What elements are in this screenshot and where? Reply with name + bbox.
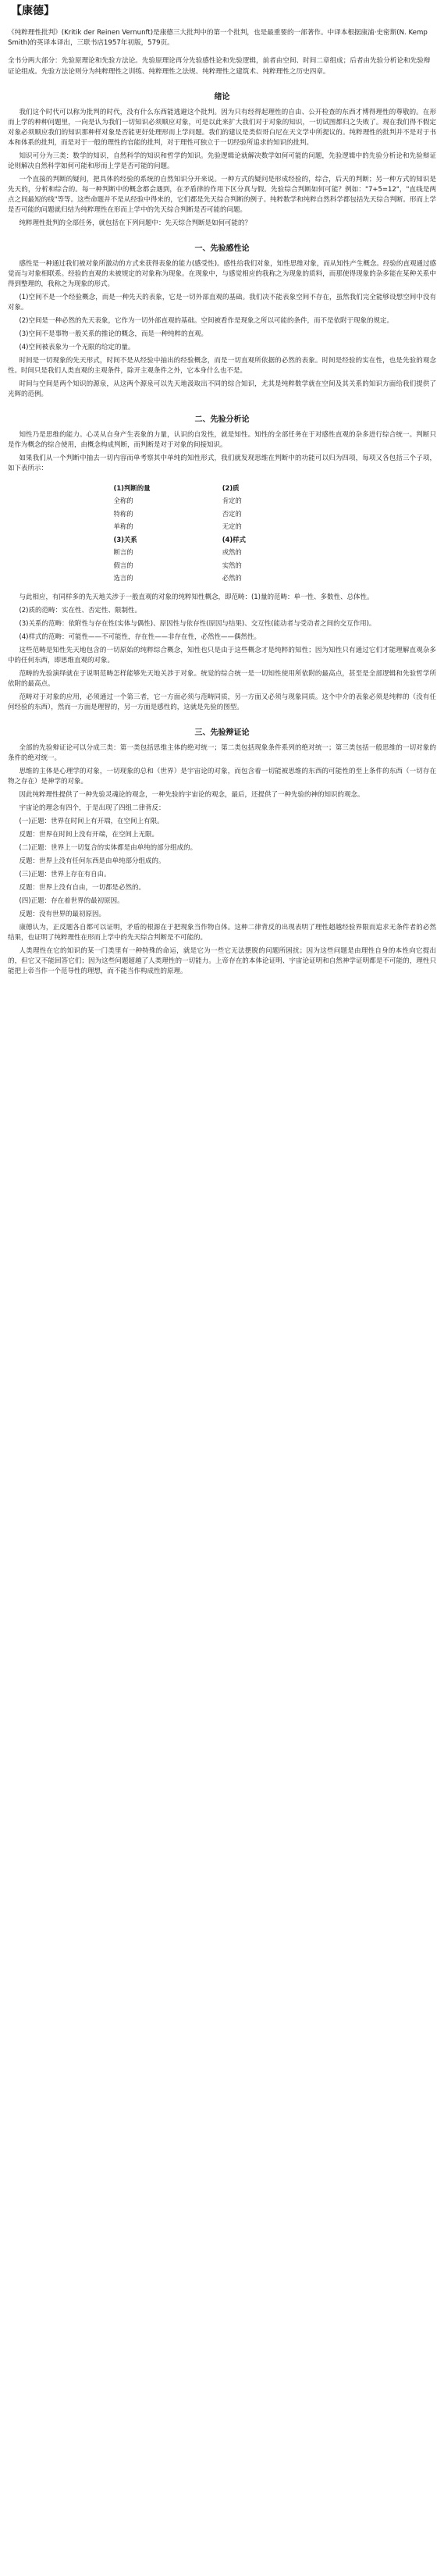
paragraph: 反题：世界在时间上没有开端，在空间上无限。 bbox=[19, 830, 158, 839]
paragraph: 范畴对于对象的应用，必须通过一个第三者，它一方面必须与范畴同质，另一方面又必须与现象同质。这个中介的表象必须是纯粹的（没有任何经验的东西），然而一方面是理智的，另一方面是感性的，这就是先验的图型。 bbox=[8, 693, 436, 711]
paragraph: (3)关系的范畴：依附性与存在性(实体与偶性)、原因性与依存性(原因与结果)、交互性(能动者与受动者之间的交互作用)。 bbox=[19, 619, 376, 628]
paragraph: 这些范畴是知性先天地包含的一切原始的纯粹综合概念，知性也只是由于这些概念才是纯粹的知性；因为知性只有通过它们才能理解直观杂多中的任何东西，即思维直观的对象。 bbox=[8, 646, 436, 664]
paragraph: 人类理性在它的知识的某一门类里有一种特殊的命运，就是它为一些它无法摆脱的问题所困扰；因为这些问题是由理性自身的本性向它提出的，但它又不能回答它们；因为这些问题超越了人类理性的一切能力。上帝存在的本体论证明、宇宙论证明和自然神学证明都是不可能的，理性只能把上帝当作一个范导性的理想，而不能当作构成性的原理。 bbox=[8, 946, 436, 975]
paragraph: 范畴的先验演绎就在于说明范畴怎样能够先天地关涉于对象。统觉的综合统一是一切知性使用所依附的最高点，甚至是全部逻辑和先验哲学所依附的最高点。 bbox=[8, 669, 436, 688]
paragraph: 时间是一切现象的先天形式，时间不是从经验中抽出的经验概念，而是一切直观所依据的必然的表象。时间是经验的实在性，也是先验的观念性。时间只是我们人类直观的主观条件，除开主观条件之外，它本身什么也不是。 bbox=[8, 356, 436, 375]
table-cell: (2)质 bbox=[222, 483, 240, 492]
paragraph: (2)空间是一种必然的先天表象，它作为一切外部直观的基础。空间被看作是现象之所以可能的条件，而不是依附于现象的规定。 bbox=[19, 316, 393, 325]
paragraph: 反题：世界上没有自由，一切都是必然的。 bbox=[19, 883, 145, 892]
table-cell: 单称的 bbox=[113, 522, 133, 531]
intro-paragraph: 《纯粹理性批判》(Kritik der Reinen Vernunft)是康德三大批判中的第一个批判，也是最重要的一部著作。中译本根据康浦·史密斯(N. Kemp Smith)的英译本译出，三联书店1957年初版，579页。 bbox=[8, 29, 428, 48]
table-cell: 全称的 bbox=[113, 497, 133, 505]
paragraph: (4)空间被表象为一个无限的给定的量。 bbox=[19, 343, 135, 351]
table-cell: 实然的 bbox=[222, 561, 242, 569]
paragraph: 我们这个时代可以称为批判的时代，没有什么东西能逃避这个批判。因为只有经得起理性的自由、公开检查的东西才博得理性的尊敬的。在形而上学的种种问题里，一向是认为我们一切知识必须顺应对象，可是以此来扩大我们对于对象的知识，一切试图都归之失败了。现在我们得不假定对象必须顺应我们的知识那种样对象是否能更好处理形而上学问题。我们的建议是类似哥白尼在天文学中所提议的。纯粹理性的批判并不是对于书本和体系的批判，而是对于一般的理性的官能的批判，对于理性可独立于一切经验所追求的知识的批判。 bbox=[8, 108, 436, 147]
paragraph: 与此相应，有同样多的先天地关涉于一般直观的对象的纯粹知性概念，即范畴：(1)量的范畴：单一性、多数性、总体性。 bbox=[19, 593, 374, 601]
paragraph: 感性是一种通过我们被对象所激动的方式来获得表象的能力(感受性)。感性给我们对象，知性思维对象，而从知性产生概念。经验的直观通过感觉而与对象相联系。经验的直观的未被规定的对象称为现象。在现象中，与感觉相应的我称之为现象的质料，而那使得现象的杂多能在某种关系中得到整理的，我称之为现象的形式。 bbox=[8, 259, 436, 288]
paragraph: (3)空间不是事物一般关系的推论的概念，而是一种纯粹的直观。 bbox=[19, 330, 208, 338]
table-row bbox=[109, 559, 336, 572]
table-row bbox=[109, 494, 336, 508]
paragraph: 一个直接的判断的疑问，把具体的经验的系统的自然知识分开来说。一种方式的疑问是形成经验的，综合，后天的判断；另一种方式的知识是先天的，分析和综合的。每一种判断中的概念都会遇到，在矛盾律的作用下区分真与假。先验综合判断如何可能？例如："7+5=12"，"直线是两点之间最短的线"等等。这些命题并不是从经验中得来的，它们都是先天综合判断的例子。纯粹数学和纯粹自然科学都包括先天综合判断。形而上学是否可能的问题就归结为纯粹理性在形而上学中的先天综合判断是否可能的问题。 bbox=[8, 175, 436, 214]
paragraph: 知性乃是思维的能力。心灵从自身产生表象的力量，认识的自发性，就是知性。知性的全部任务在于对感性直观的杂多进行综合统一。判断只是作为概念的综合使用，由概念构成判断，而判断是对于对象的间接知识。 bbox=[8, 430, 436, 449]
table-row bbox=[109, 533, 336, 547]
paragraph: 纯粹理性批判的全部任务，就包括在下列问题中：先天综合判断是如何可能的？ bbox=[19, 219, 251, 227]
paragraph: 反题：世界上没有任何东西是由单纯部分组成的。 bbox=[19, 857, 165, 865]
section-heading-analytic: 二、先验分析论 bbox=[194, 415, 250, 424]
table-cell: 或然的 bbox=[222, 548, 242, 557]
table-cell: 假言的 bbox=[113, 561, 133, 569]
paragraph: (一)正题：世界在时间上有开端，在空间上有限。 bbox=[19, 817, 164, 825]
judgment-table-grid bbox=[109, 482, 336, 585]
paragraph: (4)样式的范畴：可能性——不可能性，存在性——非存在性，必然性——偶然性。 bbox=[19, 632, 261, 641]
page-title-text: 【康德】 bbox=[11, 5, 55, 17]
table-row bbox=[109, 520, 336, 533]
table-cell: (3)关系 bbox=[113, 535, 137, 543]
table-row bbox=[109, 546, 336, 559]
table-cell: (4)样式 bbox=[222, 535, 246, 543]
paragraph: (三)正题：世界上存在有自由。 bbox=[19, 870, 111, 878]
paragraph: (四)正题：存在着世界的最初原因。 bbox=[19, 896, 124, 905]
table-cell: 肯定的 bbox=[222, 497, 242, 505]
judgment-table bbox=[109, 482, 336, 585]
table-cell: 否定的 bbox=[222, 509, 242, 518]
table-cell: 特称的 bbox=[113, 509, 133, 518]
section-heading-introduction: 绪论 bbox=[214, 92, 230, 102]
paragraph: 宇宙论的理念有四个，于是出现了四组二律背反： bbox=[19, 803, 165, 812]
paragraph: (二)正题：世界上一切复合的实体都是由单纯的部分组成的。 bbox=[19, 843, 197, 852]
section-heading-dialectic: 三、先验辩证论 bbox=[194, 728, 250, 737]
paragraph: 如果我们从一个判断中抽去一切内容而单考察其中单纯的知性形式，我们就发现思维在判断中的功能可以归为四项，每项又各包括三个子项，如下表所示： bbox=[8, 454, 436, 472]
table-row bbox=[109, 508, 336, 521]
intro-paragraph-2: 全书分两大部分：先验原理论和先验方法论。先验原理论再分先验感性论和先验逻辑，前者由空间、时间二章组成；后者由先验分析论和先验辩证论组成。先验方法论则分为纯粹理性之训练、纯粹理性之法规、纯粹理性之建筑术、纯粹理性之历史四章。 bbox=[8, 57, 431, 76]
paragraph: 时间与空间是两个知识的源泉，从这两个源泉可以先天地汲取出不同的综合知识，尤其是纯粹数学就在空间及其关系的知识方面给我们提供了光辉的范例。 bbox=[8, 379, 436, 398]
table-cell: 必然的 bbox=[222, 574, 242, 583]
page-title bbox=[8, 0, 436, 20]
section-heading-aesthetic: 一、先验感性论 bbox=[194, 244, 250, 253]
paragraph: 因此纯粹理性提供了一种先验灵魂论的观念，一种先验的宇宙论的观念，最后，还提供了一种先验的神的知识的观念。 bbox=[19, 790, 364, 799]
table-cell: 选言的 bbox=[113, 574, 133, 583]
table-cell: 无定的 bbox=[222, 522, 242, 531]
paragraph: 反题：没有世界的最初原因。 bbox=[19, 910, 105, 918]
paragraph: 康德认为，正反题各自都可以证明，矛盾的根源在于把现象当作物自体。这种二律背反的出现表明了理性超越经验界限而追求无条件者的必然结果，也证明了纯粹理性在形而上学中的先天综合判断是不可能的。 bbox=[8, 923, 436, 942]
paragraph: 知识可分为三类：数学的知识，自然科学的知识和哲学的知识。先验逻辑论就解决数学如何可能的问题，先验逻辑中的先验分析论和先验辩证论则解决自然科学如何可能和形而上学是否可能的问题。 bbox=[8, 151, 436, 170]
table-row bbox=[109, 482, 336, 495]
paragraph: 全部的先验辩证论可以分成三类：第一类包括思维主体的绝对统一；第二类包括现象条件系列的绝对统一；第三类包括一般思维的一切对象的条件的绝对统一。 bbox=[8, 743, 436, 762]
table-cell: (1)判断的量 bbox=[113, 483, 151, 492]
paragraph: 思维的主体是心理学的对象，一切现象的总和（世界）是宇宙论的对象，而包含着一切能被思维的东西的可能性的至上条件的东西（一切存在物之存在）是神学的对象。 bbox=[8, 767, 436, 786]
paragraph: (2)质的范畴：实在性、否定性、限制性。 bbox=[19, 606, 141, 615]
table-cell: 断言的 bbox=[113, 548, 133, 557]
paragraph: (1)空间不是一个经验概念，而是一种先天的表象，它是一切外部直观的基础。我们决不能表象空间不存在，虽然我们完全能够设想空间中没有对象。 bbox=[8, 293, 436, 312]
table-row bbox=[109, 572, 336, 585]
